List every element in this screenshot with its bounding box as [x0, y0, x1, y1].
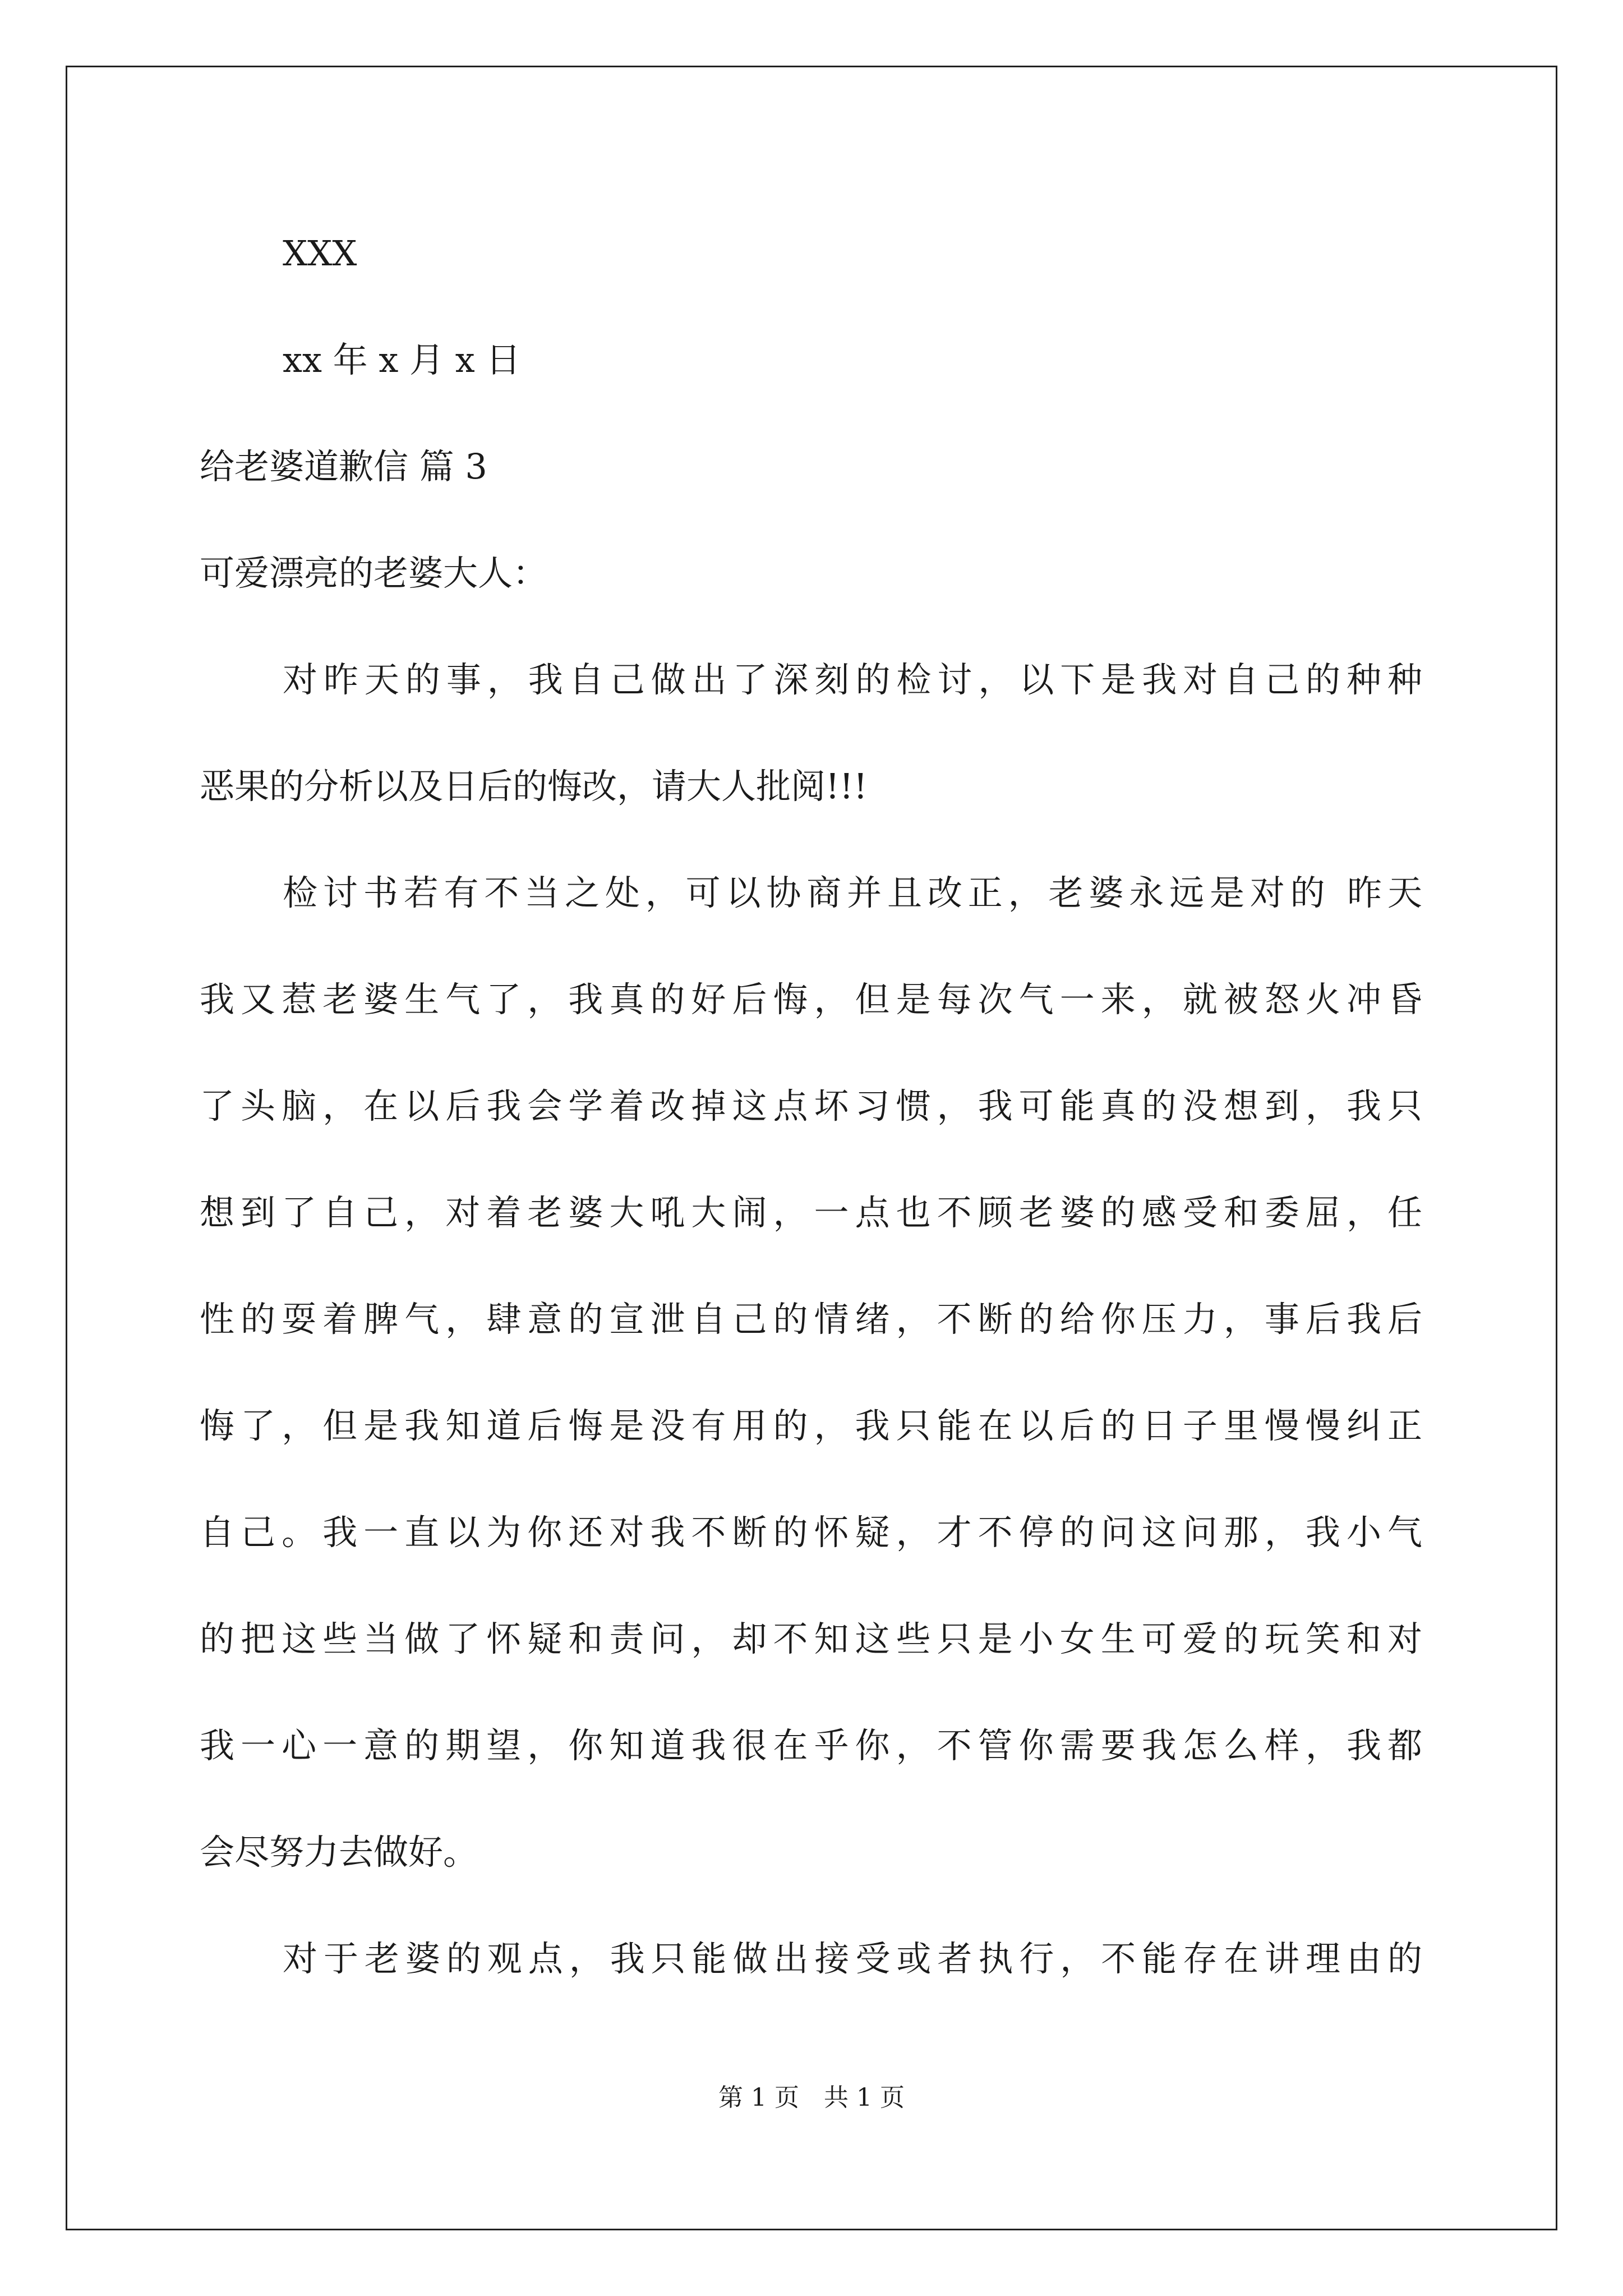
- paragraph-line: 对昨天的事，我自己做出了深刻的检讨，以下是我对自己的种种: [283, 659, 1422, 700]
- date-line: xx 年 x 月 x 日: [283, 339, 521, 380]
- paragraph-line: 的把这些当做了怀疑和责问，却不知这些只是小女生可爱的玩笑和对: [200, 1618, 1422, 1659]
- paragraph-line: 恶果的分析以及日后的悔改，请大人批阅!!!: [200, 766, 868, 807]
- paragraph-line: 性的耍着脾气，肆意的宣泄自己的情绪，不断的给你压力，事后我后: [200, 1299, 1422, 1340]
- paragraph-line: 自己。我一直以为你还对我不断的怀疑，才不停的问这问那，我小气: [200, 1512, 1422, 1553]
- page-border: [66, 66, 1557, 2230]
- paragraph-line: 想到了自己，对着老婆大吼大闹，一点也不顾老婆的感受和委屈，任: [200, 1192, 1422, 1233]
- page-number: 第 1 页 共 1 页: [718, 2083, 905, 2112]
- section-title: 给老婆道歉信 篇 3: [200, 446, 487, 487]
- signature: XXX: [283, 233, 357, 274]
- paragraph-line: 了头脑，在以后我会学着改掉这点坏习惯，我可能真的没想到，我只: [200, 1085, 1422, 1126]
- paragraph-line: 我一心一意的期望，你知道我很在乎你，不管你需要我怎么样，我都: [200, 1725, 1422, 1766]
- paragraph-line: 会尽努力去做好。: [200, 1832, 478, 1872]
- paragraph-line: 悔了，但是我知道后悔是没有用的，我只能在以后的日子里慢慢纠正: [200, 1405, 1422, 1446]
- paragraph-line: 对于老婆的观点，我只能做出接受或者执行，不能存在讲理由的: [283, 1938, 1422, 1979]
- paragraph-line: 我又惹老婆生气了，我真的好后悔，但是每次气一来，就被怒火冲昏: [200, 979, 1422, 1020]
- salutation: 可爱漂亮的老婆大人：: [200, 553, 548, 593]
- paragraph-line: 检讨书若有不当之处，可以协商并且改正，老婆永远是对的 昨天: [283, 872, 1422, 913]
